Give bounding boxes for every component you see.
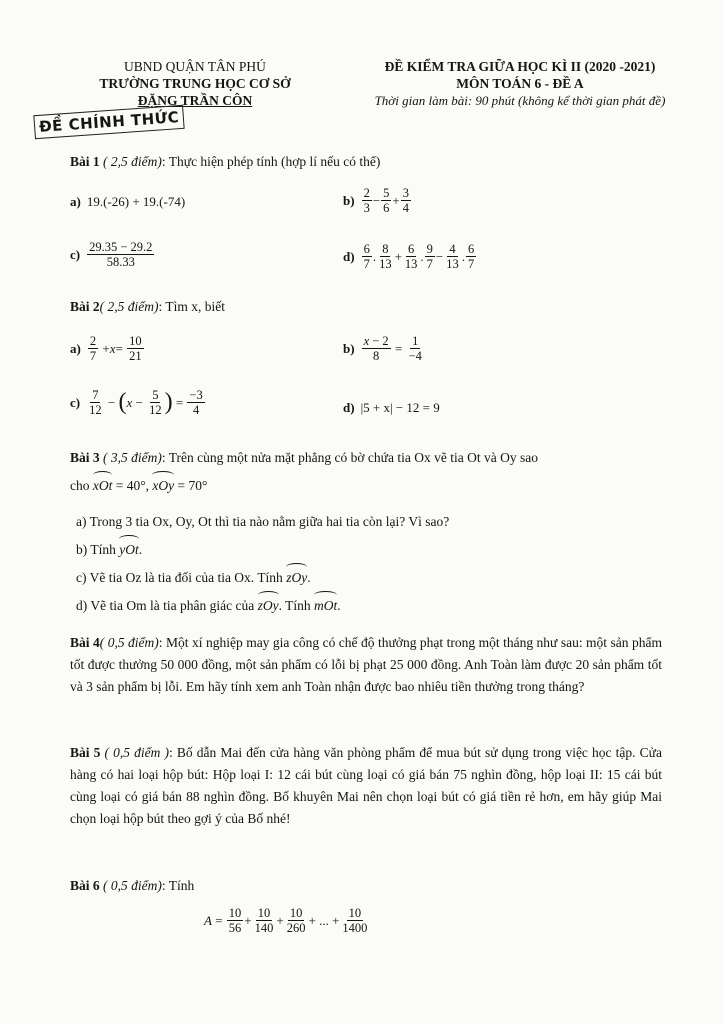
bai6-term-2: $\frac{10}{140}$	[254, 906, 274, 935]
school-name: ĐẶNG TRẦN CÔN	[137, 93, 253, 108]
bai6-expression: A = $\frac{10}{56}$ + $\frac{10}{140}$ + $\frac{10}{260}$ + ... + $\frac{10}{1400}$	[204, 906, 368, 935]
bai3-question-c: c) Vẽ tia Oz là tia đối của tia Ox. Tính zOy.	[76, 566, 311, 588]
bai1-heading: Bài 1 ( 2,5 điểm): Thực hiện phép tính (hợp lí nếu có thể)	[70, 154, 381, 169]
bai2-heading: Bài 2( 2,5 điểm): Tìm x, biết	[70, 299, 225, 314]
bai6-term-3: $\frac{10}{260}$	[286, 906, 306, 935]
bai1-a: a) 19.(-26) + 19.(-74)	[70, 194, 186, 209]
district-name: UBND QUẬN TÂN PHÚ	[124, 59, 266, 74]
bai3-heading: Bài 3 ( 3,5 điểm): Trên cùng một nửa mặt phẳng có bờ chứa tia Ox vẽ tia Ot và Oy sao	[70, 450, 538, 465]
bai5-paragraph: Bài 5 ( 0,5 điểm ): Bố dẫn Mai đến cửa hàng văn phòng phẩm để mua bút sử dụng trong việc học tập. Cửa hàng có hai loại hộp bút: Hộp loại I: 12 cái bút cùng loại có giá bán 75 nghìn đồng, hộp loại II: 15 cái bút cùng loại có giá bán 88 nghìn đồng. Bố khuyên Mai nên chọn loại bút có giá tiền rẻ hơn, em hãy giúp Mai chọn loại hộp bút theo gợi ý của Bố nhé!	[70, 745, 662, 826]
bai3-given: cho xOt = 40°, xOy = 70°	[70, 474, 207, 496]
bai6-heading: Bài 6 ( 0,5 điểm): Tính	[70, 878, 195, 893]
bai3-question-a: a) Trong 3 tia Ox, Oy, Ot thì tia nào nằm giữa hai tia còn lại? Vì sao?	[76, 514, 450, 529]
header-left	[70, 58, 320, 109]
bai1-d: d) $\frac{6}{7}$ . $\frac{8}{13}$ + $\frac{6}{13}$ . $\frac{9}{7}$ − $\frac{4}{13}$ . $\frac{6}{7}$	[343, 242, 475, 271]
official-stamp: ĐỀ CHÍNH THỨC	[33, 105, 185, 139]
bai3-question-b: b) Tính yOt.	[76, 538, 142, 560]
header-right	[330, 58, 710, 109]
school-type: TRƯỜNG TRUNG HỌC CƠ SỞ	[99, 76, 291, 91]
bai1-c: c) $\frac{29.35 - 29.2}{58.33}$	[70, 240, 153, 269]
bai2-c: c) $\frac{7}{12}$ − ( x − $\frac{5}{12}$ ) = $\frac{-3}{4}$	[70, 388, 203, 417]
bai6-term-last: $\frac{10}{1400}$	[342, 906, 368, 935]
bai2-b: b) $\frac{x - 2}{8}$ = $\frac{1}{-4}$	[343, 334, 422, 363]
bai4-paragraph: Bài 4( 0,5 điểm): Một xí nghiệp may gia công có chế độ thưởng phạt trong một tháng như sau: một sản phẩm tốt được thưởng 50 000 đồng, một sản phẩm có lỗi bị phạt 25 000 đồng. Anh Toàn làm được 20 sản phẩm tốt và 3 sản phẩm bị lỗi. Em hãy tính xem anh Toàn nhận được bao nhiêu tiền thưởng trong tháng?	[70, 635, 662, 694]
bai2-d: d) |5 + x| − 12 = 9	[343, 400, 440, 415]
bai1-b: b) $\frac{2}{3}$ − $\frac{5}{6}$ + $\frac{3}{4}$	[343, 186, 409, 215]
bai3-question-d: d) Vẽ tia Om là tia phân giác của zOy. Tính mOt.	[76, 594, 341, 616]
exam-title: ĐỀ KIỂM TRA GIỮA HỌC KÌ II (2020 -2021)	[384, 59, 656, 74]
time-note: Thời gian làm bài: 90 phút (không kể thời gian phát đề)	[374, 93, 666, 108]
bai6-term-1: $\frac{10}{56}$	[228, 906, 242, 935]
bai2-a: a) $\frac{2}{7}$ + x = $\frac{10}{21}$	[70, 334, 142, 363]
subject-title: MÔN TOÁN 6 - ĐỀ A	[456, 76, 584, 91]
